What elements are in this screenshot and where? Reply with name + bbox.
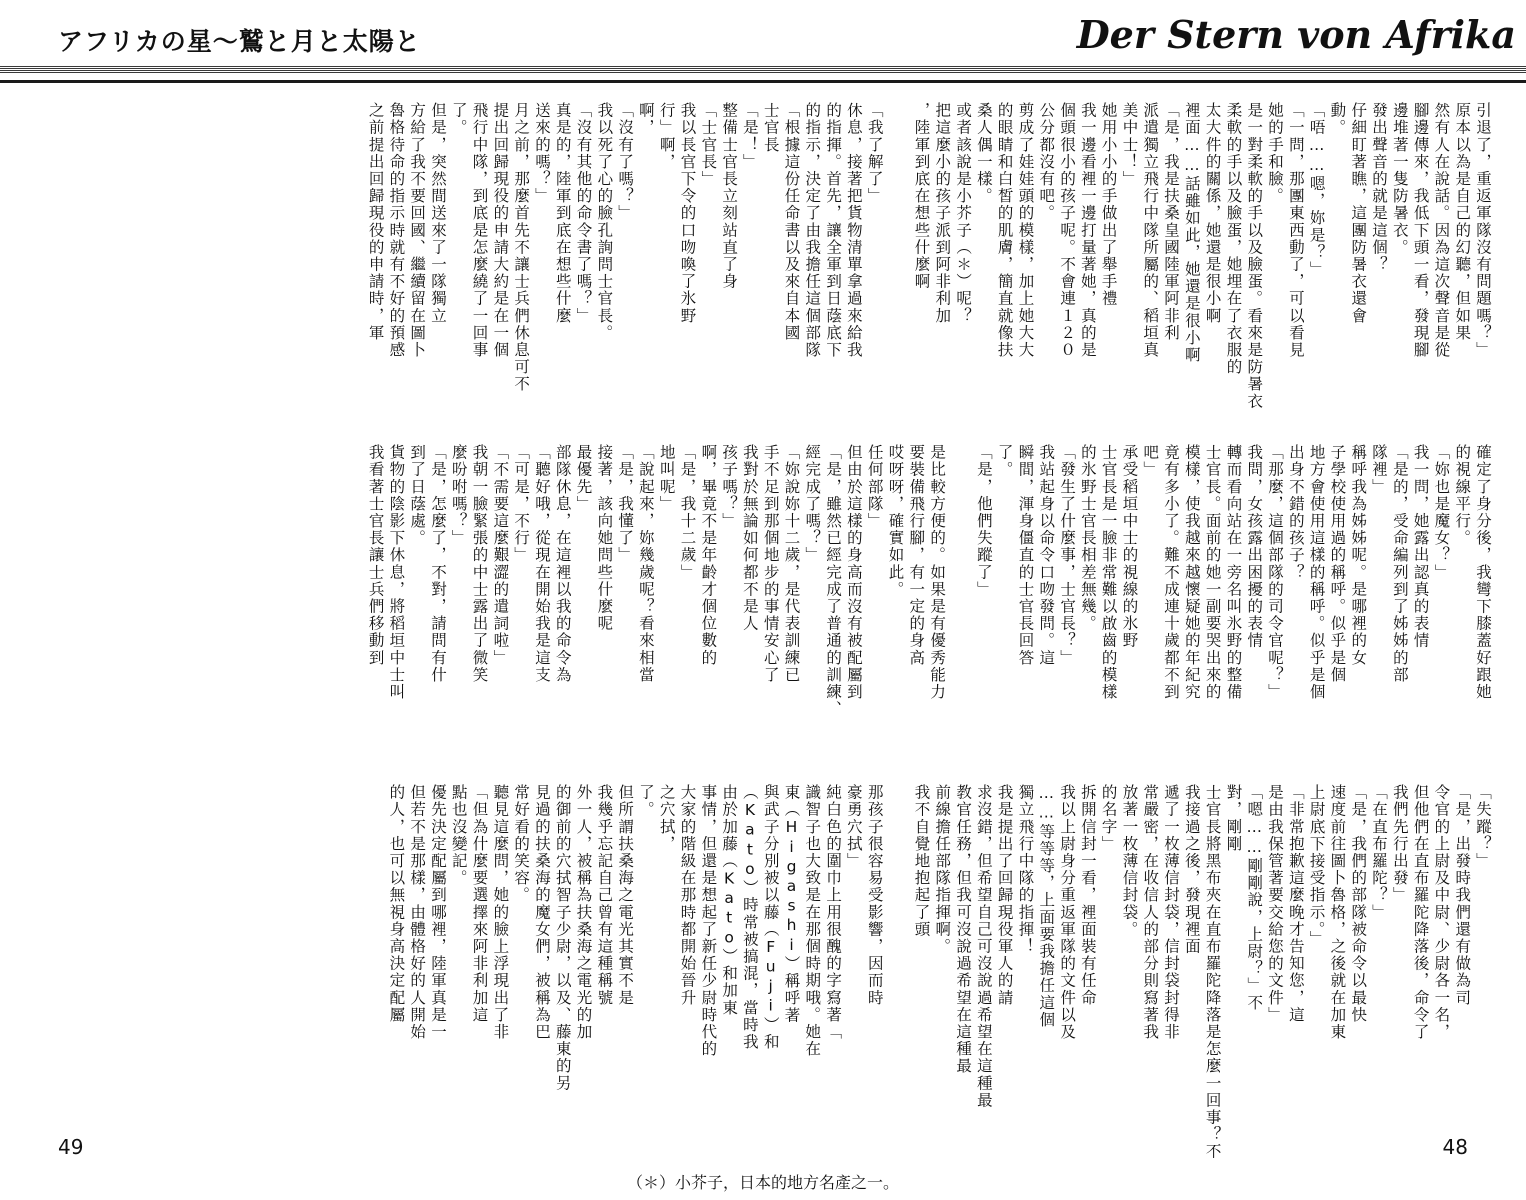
text-column: 引退了，重返軍隊沒有問題嗎？」 [1474, 102, 1492, 359]
footnote: （＊）小芥子，日本的地方名產之一。 [626, 1173, 899, 1192]
text-column: 了。 [995, 444, 1014, 479]
text-column: 由於加藤（Kato）和加東 [720, 784, 739, 1017]
text-column: 我是提出了回歸現役軍人的請 [995, 784, 1014, 1007]
text-column: 個頭很小的孩子呢。不會連１２０ [1058, 102, 1077, 359]
text-column: 「非常抱歉這麼晚才告知您，這 [1286, 784, 1305, 1024]
text-column: 手不足到那個地步的事情安心了 [761, 444, 780, 684]
text-column: 求沒錯，但希望自己可沒說過希望在這種最 [974, 784, 993, 1109]
text-column: 到了日蔭處。 [408, 444, 427, 547]
text-column: 士官長是一臉非常難以啟齒的模樣 [1099, 444, 1118, 701]
text-column: 我接過之後，發現裡面 [1182, 784, 1201, 955]
text-column: 轉而看向站在一旁名叫氷野的整備 [1224, 444, 1243, 701]
text-column: 哎呀呀，確實如此。 [886, 444, 905, 598]
text-column: 啊，畢竟不是年齡才個位數的 [699, 444, 718, 667]
text-column: 她用小小的手做出了舉手禮 [1099, 102, 1118, 308]
text-column: 我以死了心的臉孔詢問士官長。 [595, 102, 614, 342]
text-column: 公分都沒有吧。 [1037, 102, 1056, 222]
text-column: 接著，該向她問些什麼呢 [595, 444, 614, 633]
page-number-right: 48 [1442, 1135, 1468, 1159]
text-column: 「是，他們失蹤了」 [974, 444, 993, 598]
text-column: 啊， [636, 102, 655, 137]
text-column: 送來的嗎？」 [532, 102, 551, 205]
text-column: 點也沒變記。 [449, 784, 468, 887]
text-column: 太大件的關係，她還是很小啊 [1203, 102, 1222, 325]
text-column: 出身不錯的孩子？ [1286, 444, 1305, 581]
text-band-2 [0, 444, 1526, 774]
text-column: 「失蹤？」 [1474, 784, 1492, 870]
text-column: 的御前的穴拭智子少尉，以及、藤東的另 [553, 784, 572, 1092]
text-column: 了。 [636, 784, 655, 819]
text-column: 承受稻垣中士的視線的氷野 [1120, 444, 1139, 650]
text-column: 的名字」 [1099, 784, 1118, 853]
text-column: 是比較方便的。如果是有優秀能力 [928, 444, 947, 701]
text-column: 但所謂扶桑海之電光其實不是 [616, 784, 635, 1007]
text-column: 「那麼，這個部隊的司令官呢？」 [1266, 444, 1285, 701]
text-column: 放著一枚薄信封袋。 [1120, 784, 1139, 938]
text-column: 最優先」 [574, 444, 593, 513]
text-column: 「根據這份任命書以及來自本國 [782, 102, 801, 342]
text-column: 速度前往圖卜魯格，之後就在加東 [1328, 784, 1347, 1041]
text-column: 的氷野士官長相差無幾。 [1078, 444, 1097, 633]
text-column: 部隊休息，在這裡以我的命令為 [553, 444, 572, 684]
text-column: 麼吩咐嗎？」 [449, 444, 468, 547]
text-column: 我幾乎忘記自己曾有這種稱號 [595, 784, 614, 1007]
text-column: 純白色的圍巾上用很醜的字寫著「 [824, 784, 843, 1041]
text-column: 的指示，決定了由我擔任這個部隊 [803, 102, 822, 359]
text-column: 但由於這樣的身高而沒有被配屬到 [844, 444, 863, 701]
text-column: 的眼睛和白皙的肌膚，簡直就像扶 [995, 102, 1014, 359]
text-column: 大家的階級在那時都開始晉升 [678, 784, 697, 1007]
text-column: 「說起來，妳幾歲呢？看來相當 [636, 444, 655, 684]
text-band-1-columns [362, 102, 1490, 432]
text-column: 邊堆著一隻防暑衣。 [1390, 102, 1409, 256]
text-column: 仔細盯著瞧，這團防暑衣還會 [1349, 102, 1368, 325]
text-column: 「是，我是扶桑皇國陸軍阿非利 [1162, 102, 1181, 342]
text-column: 「不需要這麼艱澀的遣詞啦」 [491, 444, 510, 667]
text-column: 「是的，受命編列到了姊姊的部 [1390, 444, 1409, 684]
text-column: 常好看的笑容。 [512, 784, 531, 904]
text-column: 識智子也大致是在那個時期哦。她在 [803, 784, 822, 1058]
text-column: 「沒有了嗎？」 [616, 102, 635, 222]
text-column: 「是，出發時我們還有做為司 [1453, 784, 1472, 1007]
text-column: 動。 [1328, 102, 1347, 137]
text-column: 我問，女孩露出困擾的表情 [1245, 444, 1264, 650]
text-column: 「是，我懂了」 [616, 444, 635, 564]
text-column: 士官長 [761, 102, 780, 154]
text-column: 地叫呢」 [657, 444, 676, 513]
text-column: 然有人在說話。因為這次聲音是從 [1432, 102, 1451, 359]
text-column: 我看著士官長讓士兵們移動到 [366, 444, 385, 667]
text-column: 「是，我十二歲」 [678, 444, 697, 581]
text-column: 的人，也可以無視身高決定配屬 [387, 784, 406, 1024]
text-column: 瞬間，渾身僵直的士官長回答 [1016, 444, 1035, 667]
text-column: 了。 [449, 102, 468, 137]
text-column: 提出回歸現役的申請大約是在一個 [491, 102, 510, 359]
text-column: 我以長官下令的口吻喚了氷野 [678, 102, 697, 325]
text-column: 但若不是那樣，由體格好的人開始 [408, 784, 427, 1041]
page-header [0, 0, 1526, 84]
text-column: 事情，但還是想起了新任少尉時代的 [699, 784, 718, 1058]
text-column: 稱呼我為姊姊呢。是哪裡的女 [1349, 444, 1368, 667]
text-column: 吧」 [1141, 444, 1160, 479]
text-column: 「是，我們的部隊被命令以最快 [1349, 784, 1368, 1024]
page-number-left: 49 [58, 1135, 84, 1159]
text-column: 模樣，使我越來越懷疑她的年紀究 [1182, 444, 1201, 701]
text-column: 桑人偶一樣。 [974, 102, 993, 205]
text-column: 「一問，那團東西動了，可以看見 [1286, 102, 1305, 359]
text-column: 士官長將黑布夾在直布羅陀降落是怎麼一回事？不 [1203, 784, 1222, 1161]
text-column: 遞了一枚薄信封袋，信封袋封得非 [1162, 784, 1181, 1041]
text-column: 行」啊， [657, 102, 676, 171]
text-column: 裡面……話雖如此，她還是很小啊 [1182, 102, 1201, 364]
text-column: 豪勇穴拭」 [844, 784, 863, 870]
text-column: 「士官長」 [699, 102, 718, 188]
text-column: 是一對柔軟的手以及臉蛋。看來是防暑衣 [1245, 102, 1264, 410]
text-column: 確定了身分後，我彎下膝蓋好跟她 [1474, 444, 1492, 701]
text-column: 柔軟的手以及臉蛋，她埋在了衣服的 [1224, 102, 1243, 376]
text-column: 貨物的陰影下休息，將稻垣中士叫 [387, 444, 406, 701]
text-column: 「是，雖然已經完成了普通的訓練、 [824, 444, 843, 718]
text-column: 美中士！」 [1120, 102, 1139, 188]
text-column: 常嚴密，在收信人的部分則寫著我 [1141, 784, 1160, 1041]
text-column: 發出聲音的就是這個？ [1370, 102, 1389, 273]
text-column: 上尉底下接受指示。」 [1307, 784, 1326, 948]
text-column: 的指揮。首先，讓全軍到日蔭底下 [824, 102, 843, 359]
text-column: 與武子分別被以藤（Fuji）和 [761, 784, 780, 1051]
text-column: 剪成了娃娃頭的模樣，加上她大大 [1016, 102, 1035, 359]
text-column: 方給了我不要回國、繼續留在圖卜 [408, 102, 427, 359]
text-column: 「是！」 [740, 102, 759, 171]
header-title-german: Der Stern von Afrika [1076, 12, 1516, 57]
text-column: 隊裡」 [1370, 444, 1389, 496]
text-column: 令官的上尉及中尉、少尉各一名， [1432, 784, 1451, 1041]
text-column: 前線擔任部隊指揮啊。 [933, 784, 952, 955]
text-column: 要裝備飛行腳，有一定的身高 [907, 444, 926, 667]
text-column: 竟有多小了。難不成連十歲都不到 [1162, 444, 1181, 701]
text-column: 我對於無論如何都不是人 [740, 444, 759, 633]
text-column: 我一邊看裡一邊打量著她，真的是 [1078, 102, 1097, 359]
text-column: 她的手和臉。 [1266, 102, 1285, 205]
text-column: 那孩子很容易受影響，因而時 [865, 784, 884, 1007]
text-column: 休息，接著把貨物清單拿過來給我 [844, 102, 863, 359]
text-column: 「發生了什麼事，士官長？」 [1058, 444, 1077, 667]
text-column: ……等等等，上面要我擔任這個 [1037, 784, 1056, 1029]
text-column: 飛行中隊，到底是怎麼繞了一回事 [470, 102, 489, 359]
text-column: 我不自覺地抱起了頭 [912, 784, 931, 938]
text-column: （Kato）時常被搞混，當時我 [740, 784, 759, 1051]
text-column: 見過的扶桑海的魔女們，被稱為巴 [532, 784, 551, 1041]
text-column: 經完成了嗎？」 [803, 444, 822, 564]
text-column: 「沒有其他的命令書了嗎？」 [574, 102, 593, 325]
text-column: 我站起身以命令口吻發問。這 [1037, 444, 1056, 667]
text-column: ，陸軍到底在想些什麼啊 [912, 102, 931, 291]
text-column: 「妳也是魔女？」 [1432, 444, 1451, 581]
text-column: 獨立飛行中隊的指揮！ [1016, 784, 1035, 955]
text-column: 「是，怎麼了，不對，請問有什 [428, 444, 447, 684]
text-column: 拆開信封一看，裡面裝有任命 [1078, 784, 1097, 1007]
text-column: 東（Higashi）稱呼著 [782, 784, 801, 1024]
text-column: 「唔……嗯，妳是？」 [1307, 102, 1326, 278]
text-column: 月之前，那麼首先不讓士兵們休息可不 [512, 102, 531, 393]
text-column: 我一問，她露出認真的表情 [1411, 444, 1430, 650]
header-rule-solid [0, 80, 1526, 83]
text-column: 士官長。面前的她一副要哭出來的 [1203, 444, 1222, 701]
text-column: 任何部隊」 [865, 444, 884, 530]
header-title-japanese: アフリカの星～鷲と月と太陽と [58, 27, 421, 56]
text-column: 「在直布羅陀？」 [1370, 784, 1389, 921]
header-rule-striped [0, 66, 1526, 73]
text-band-1 [0, 102, 1526, 432]
text-column: 聽見這麼問，她的臉上浮現出了非 [491, 784, 510, 1041]
text-column: 腳邊傳來，我低下頭一看，發現腳 [1411, 102, 1430, 359]
text-column: 我們先行出發」 [1390, 784, 1409, 904]
text-column: 派遣獨立飛行中隊所屬的、稻垣真 [1141, 102, 1160, 359]
text-column: 真是的，陸軍到底在想些什麼 [553, 102, 572, 325]
text-column: 「聽好哦，從現在開始我是這支 [532, 444, 551, 684]
text-column: 是由我保管著要交給您的文件」 [1266, 784, 1285, 1024]
text-column: 對，剛剛 [1224, 784, 1243, 853]
text-column: 「但為什麼要選擇來阿非利加這 [470, 784, 489, 1024]
text-column: 「我了解了」 [865, 102, 884, 205]
text-column: 把這麼小的孩子派到阿非利加 [933, 102, 952, 325]
text-column: 但是，突然間送來了一隊獨立 [428, 102, 447, 325]
text-column: 外一人，被稱為扶桑海之電光的加 [574, 784, 593, 1041]
text-column: 之前提出回歸現役的申請時，軍 [366, 102, 385, 342]
text-column: 原本以為是自己的幻聽，但如果 [1453, 102, 1472, 342]
text-column: 整備士官長立刻站直了身 [720, 102, 739, 291]
text-column: 我以上尉身分重返軍隊的文件以及 [1058, 784, 1077, 1041]
text-column: 「可是，不行」 [512, 444, 531, 564]
text-column: 孩子嗎？」 [720, 444, 739, 530]
text-column: 我朝一臉緊張的中士露出了微笑 [470, 444, 489, 684]
text-column: 之穴拭， [657, 784, 676, 853]
text-column: 魯格待命的指示時就有不好的預感 [387, 102, 406, 359]
text-column: 但他們在直布羅陀降落後，命令了 [1411, 784, 1430, 1041]
text-column: 地方會使用這樣的稱呼。似乎是個 [1307, 444, 1326, 701]
text-column: 子學校使用過的稱呼。似乎是個 [1328, 444, 1347, 684]
text-column: 優先決定配屬到哪裡，陸軍真是一 [428, 784, 447, 1041]
text-column: 「妳說妳十二歲，是代表訓練已 [782, 444, 801, 684]
text-column: 的視線平行。 [1453, 444, 1472, 547]
text-column: 或者該說是小芥子（＊）呢？ [954, 102, 973, 325]
text-column: 教官任務，但我可沒說過希望在這種最 [954, 784, 973, 1075]
page-footer [0, 1120, 1526, 1200]
text-band-2-columns [362, 444, 1490, 774]
text-column: 「嗯……剛剛說，上尉？」不 [1245, 784, 1264, 1012]
